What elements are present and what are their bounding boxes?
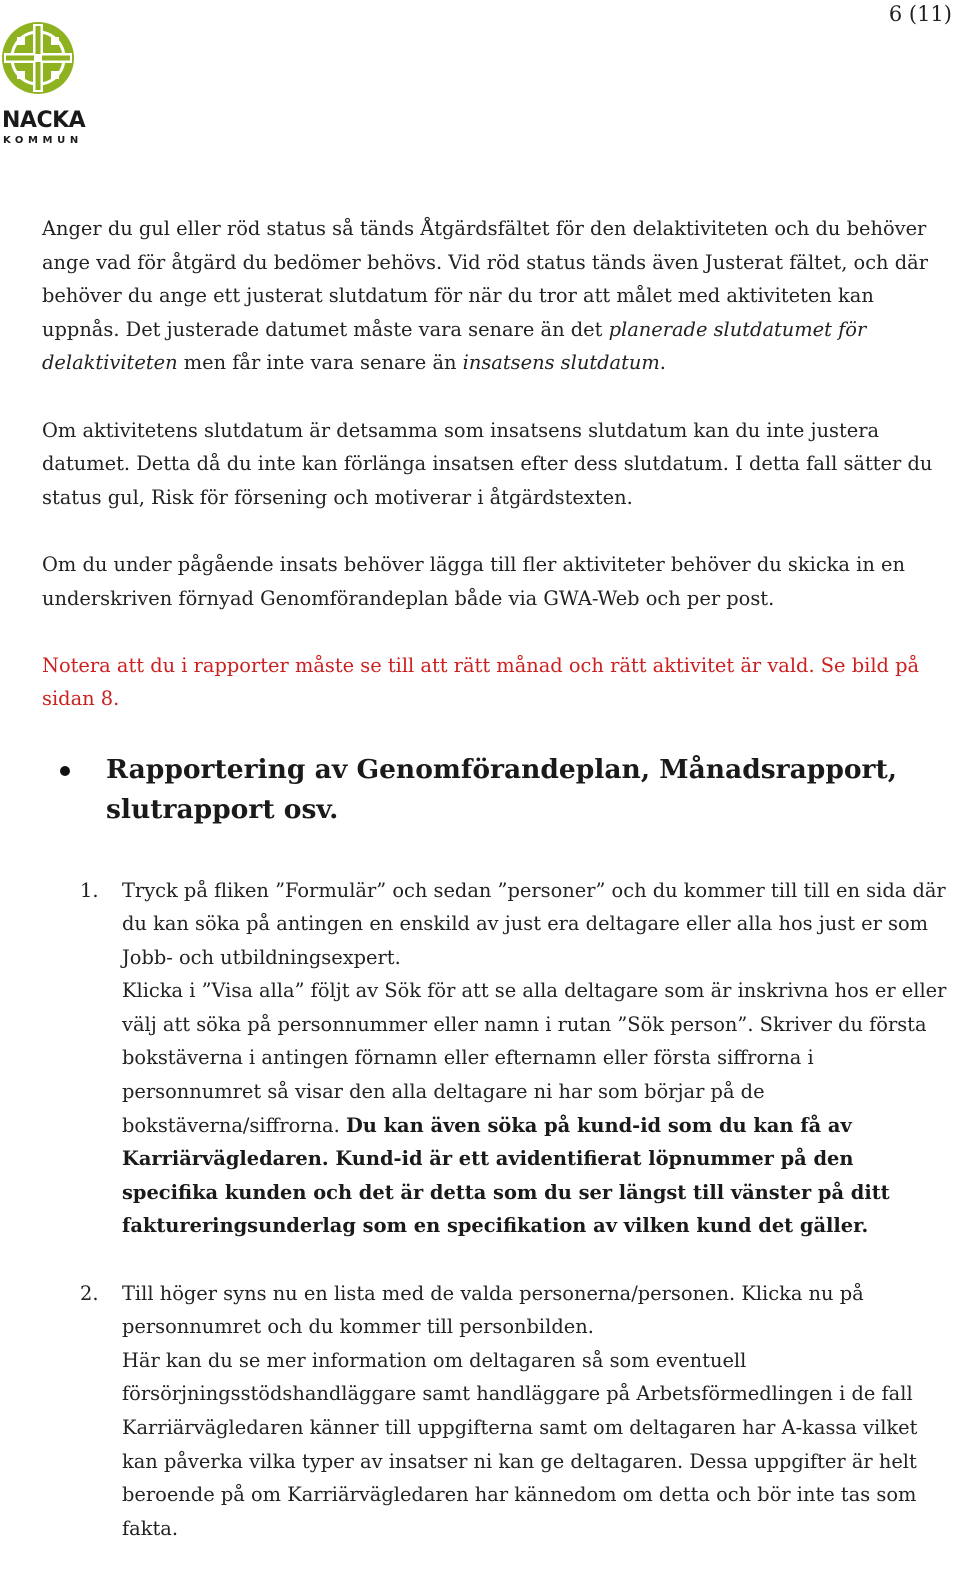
para1-italic-2: insatsens slutdatum [462,351,660,375]
para1-text-2: men får inte vara senare än [177,351,463,375]
list-item-1-bold: Du kan även söka på kund-id som du kan få av Karriärvägledaren. Kund-id är ett avidentifierat löpnummer på den specifika kunden och det är detta som du ser längst till vänster på ditt faktureringsunderlag som en specifikation av vilken kund det gäller. [122,1113,890,1238]
page-number: 6 (11) [888,2,952,26]
list-number: 2. [80,1281,99,1305]
para1-text-1: Anger du gul eller röd status så tänds Åtgärdsfältet för den delaktiviteten och du behöver ange vad för åtgärd du bedömer behövs. Vid röd status tänds även Justerat fältet, och där behöver du ange ett justerat slutdatum för när du tror att målet med aktiviteten kan uppnås. Det justerade datumet måste vara senare än det [42,217,928,341]
paragraph-slutdatum: Om aktivitetens slutdatum är detsamma som insatsens slutdatum kan du inte justera datumet. Detta då du inte kan förlänga insatsen efter dess slutdatum. I detta fall sätter du status gul, Risk för försening och motiverar i åtgärdstexten. [42,418,933,509]
logo-subtitle: KOMMUN [3,135,83,146]
section-heading-row [42,750,954,830]
document-body [42,212,954,1579]
para1-italic-1: planerade slutdatumet för delaktiviteten [42,317,867,375]
note-red: Notera att du i rapporter måste se till att rätt månad och rätt aktivitet är vald. Se bild på sidan 8. [42,653,920,711]
list-number: 1. [80,878,99,902]
logo-emblem-icon [0,18,80,110]
list-item-2 [42,1277,954,1546]
paragraph-status [42,212,954,380]
section-heading: Rapportering av Genomförandeplan, Månadsrapport, slutrapport osv. [106,753,897,825]
list-item-1 [42,874,954,1244]
para1-text-3: . [659,351,666,375]
list-item-1-text: Tryck på fliken ”Formulär” och sedan ”personer” och du kommer till till en sida där du kan söka på antingen en enskild av just era deltagare eller alla hos just er som Jobb- och utbildningsexpert. [122,878,946,969]
logo-word: NACKA [2,108,86,133]
list-item-1-text-2 [122,974,954,1243]
list-item-2-text-2: Här kan du se mer information om deltagaren så som eventuell försörjningsstödshandläggare samt handläggare på Arbetsförmedlingen i de fall Karriärvägledaren känner till uppgifterna samt om deltagaren har A-kassa vilket kan påverka vilka typer av insatser ni kan ge deltagaren. Dessa uppgifter är helt beroende på om Karriärvägledaren har kännedom om detta och bör inte tas som fakta. [122,1348,918,1540]
nacka-kommun-logo [0,18,86,146]
list-item-1-body: Klicka i ”Visa alla” följt av Sök för att se alla deltagare som är inskrivna hos er eller välj att söka på personnummer eller namn i rutan ”Sök person”. Skriver du första bokstäverna i antingen förnamn eller efternamn eller första siffrorna i personnumret så visar den alla deltagare ni har som börjar på de bokstäverna/siffrorna. [122,979,947,1137]
bullet-icon [60,766,70,776]
paragraph-aktiviteter: Om du under pågående insats behöver lägga till fler aktiviteter behöver du skicka in en underskriven förnyad Genomförandeplan både via GWA-Web och per post. [42,552,905,610]
list-item-2-text: Till höger syns nu en lista med de valda personerna/personen. Klicka nu på personnumret och du kommer till personbilden. [122,1281,864,1339]
